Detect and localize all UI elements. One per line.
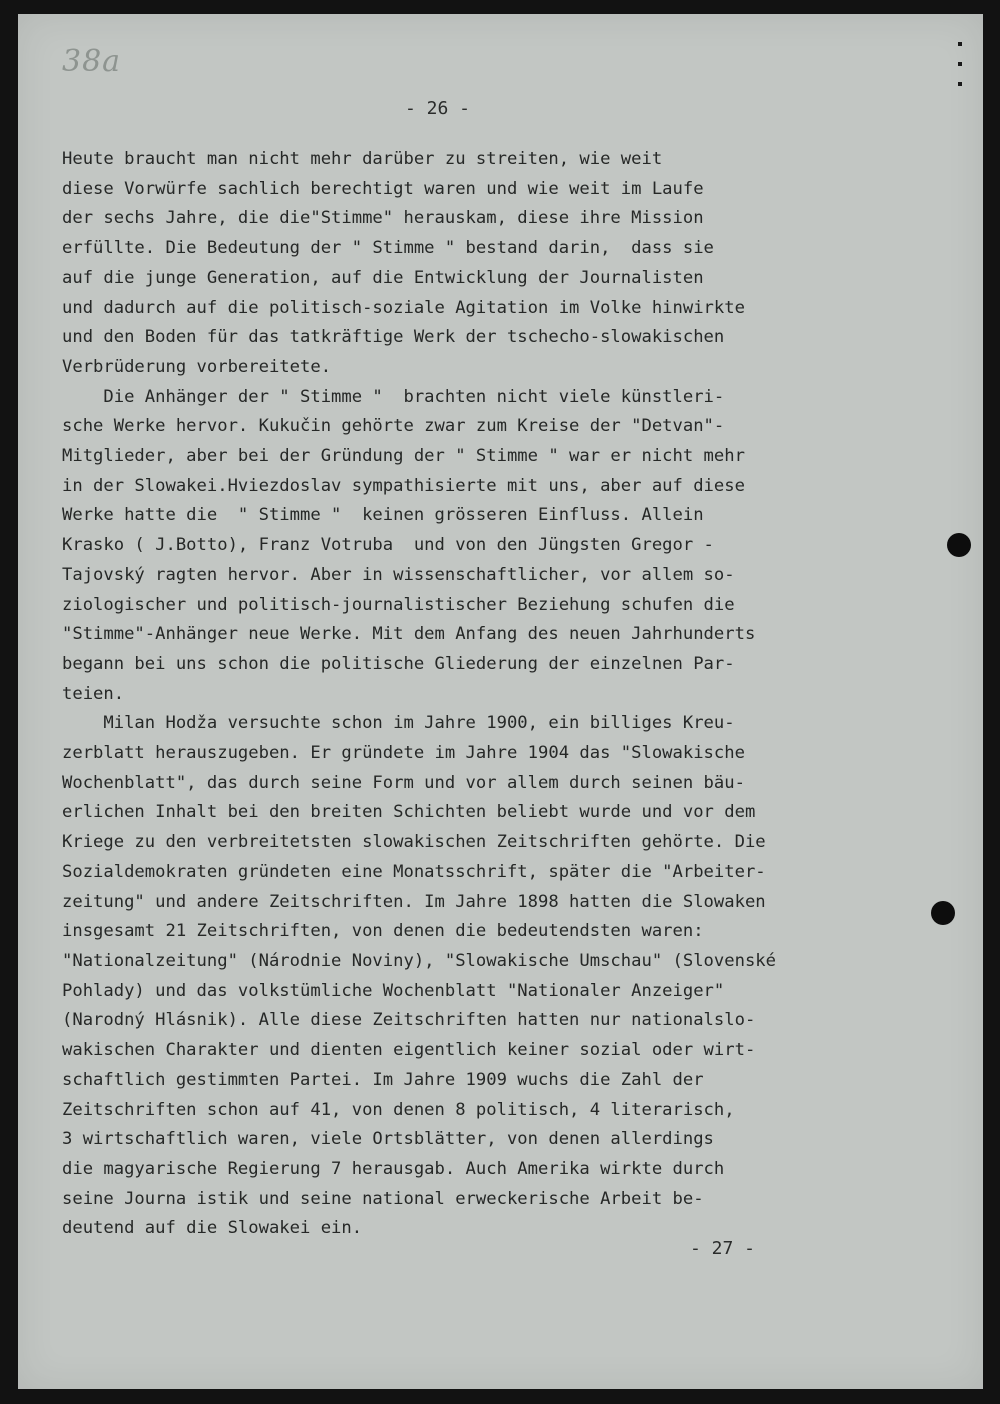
text-line: Heute braucht man nicht mehr darüber zu streiten, wie weit [62,149,663,169]
text-line: Verbrüderung vorbereitete. [62,356,332,377]
text-line: erlichen Inhalt bei den breiten Schichten beliebt wurde und vor dem [62,802,756,823]
text-line: zerblatt herauszugeben. Er gründete im Jahre 1904 das "Slowakische [62,743,745,764]
text-line: Milan Hodža versuchte schon im Jahre 1900, ein billiges Kreu- [62,713,735,734]
text-line: Die Anhänger der " Stimme " brachten nicht viele künstleri- [62,386,725,407]
text-line: Mitglieder, aber bei der Gründung der " Stimme " war er nicht mehr [62,446,745,467]
text-line: Zeitschriften schon auf 41, von denen 8 politisch, 4 literarisch, [62,1099,735,1120]
text-line: 3 wirtschaftlich waren, viele Ortsblätter, von denen allerdings [62,1129,714,1150]
text-line: Sozialdemokraten gründeten eine Monatsschrift, später die "Arbeiter- [62,861,766,882]
body-text [62,145,882,1244]
text-line: und den Boden für das tatkräftige Werk der tschecho-slowakischen [62,327,725,348]
text-line: "Nationalzeitung" (Národnie Noviny), "Slowakische Umschau" (Slovenské [62,950,776,971]
text-line: "Stimme"-Anhänger neue Werke. Mit dem Anfang des neuen Jahrhunderts [62,624,756,645]
punch-hole [931,901,955,925]
scan-speck [958,82,962,86]
text-line: Wochenblatt", das durch seine Form und vor allem durch seinen bäu- [62,772,745,793]
scan-speck [958,42,962,46]
page-number: - 26 - [405,98,471,119]
text-line: die magyarische Regierung 7 herausgab. Auch Amerika wirkte durch [62,1158,725,1179]
text-line: sche Werke hervor. Kukučin gehörte zwar zum Kreise der "Detvan"- [62,416,725,437]
text-line: Tajovský ragten hervor. Aber in wissenschaftlicher, vor allem so- [62,564,735,585]
text-line: der sechs Jahre, die die"Stimme" herauskam, diese ihre Mission [62,208,704,229]
text-line: deutend auf die Slowakei ein. [62,1218,363,1239]
next-page-marker: - 27 - [690,1238,756,1259]
text-line: seine Journa istik und seine national erweckerische Arbeit be- [62,1188,704,1209]
text-line: Werke hatte die " Stimme " keinen grösseren Einfluss. Allein [62,505,704,526]
scan-speck [958,62,962,66]
text-line: diese Vorwürfe sachlich berechtigt waren und wie weit im Laufe [62,178,704,199]
text-line: begann bei uns schon die politische Gliederung der einzelnen Par- [62,653,735,674]
text-line: Kriege zu den verbreitetsten slowakischen Zeitschriften gehörte. Die [62,832,766,853]
text-line: Krasko ( J.Botto), Franz Votruba und von den Jüngsten Gregor - [62,535,714,556]
text-line: teien. [62,683,125,704]
handwritten-annotation: 38a [62,44,122,79]
text-line: auf die junge Generation, auf die Entwicklung der Journalisten [62,267,704,288]
text-line: insgesamt 21 Zeitschriften, von denen die bedeutendsten waren: [62,921,704,942]
text-line: Pohlady) und das volkstümliche Wochenblatt "Nationaler Anzeiger" [62,980,725,1001]
text-line: in der Slowakei.Hviezdoslav sympathisierte mit uns, aber auf diese [62,475,745,496]
text-line: (Narodný Hlásnik). Alle diese Zeitschriften hatten nur nationalslo- [62,1010,756,1031]
text-line: erfüllte. Die Bedeutung der " Stimme " bestand darin, dass sie [62,238,714,259]
text-line: wakischen Charakter und dienten eigentlich keiner sozial oder wirt- [62,1040,756,1061]
text-line: und dadurch auf die politisch-soziale Agitation im Volke hinwirkte [62,297,745,318]
text-line: zeitung" und andere Zeitschriften. Im Jahre 1898 hatten die Slowaken [62,891,766,912]
punch-hole [947,533,971,557]
text-line: ziologischer und politisch-journalistischer Beziehung schufen die [62,594,735,615]
text-line: schaftlich gestimmten Partei. Im Jahre 1909 wuchs die Zahl der [62,1069,704,1090]
